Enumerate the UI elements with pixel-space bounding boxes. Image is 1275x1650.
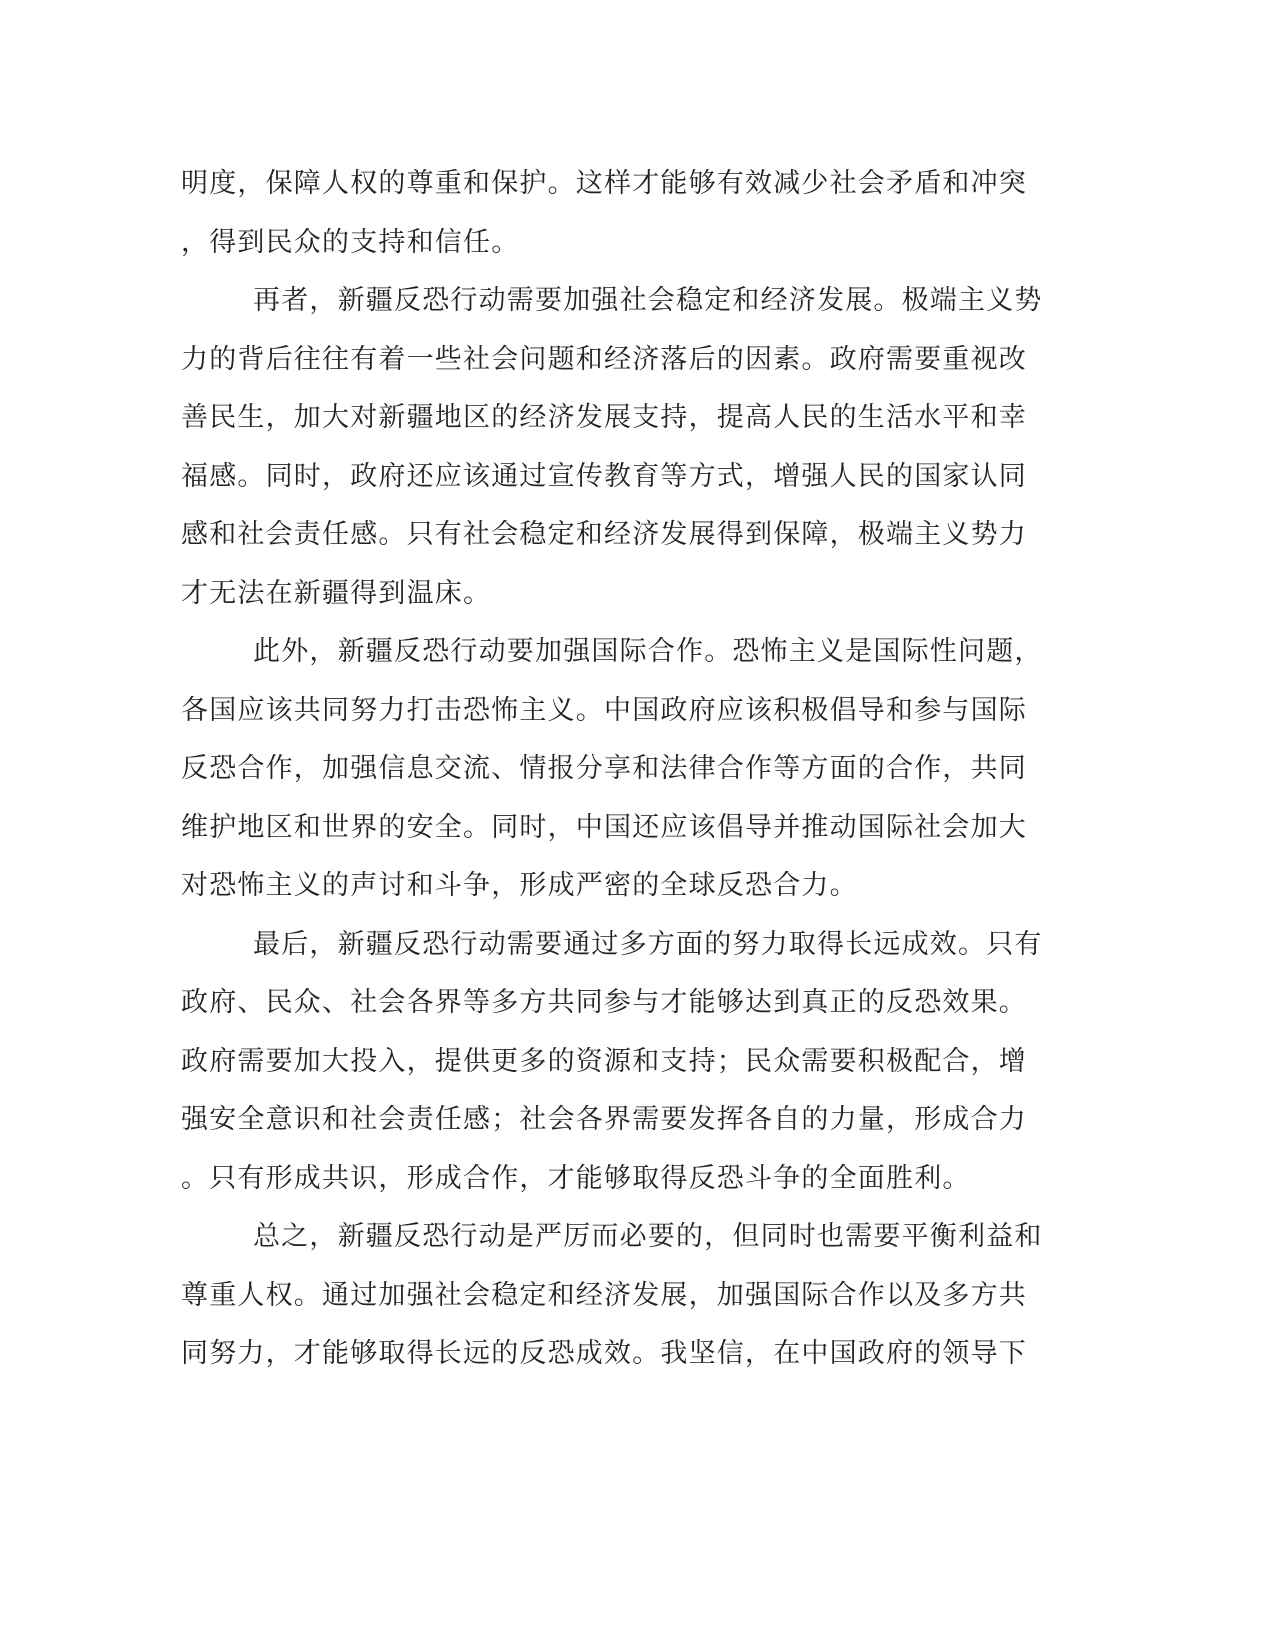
- body-text: [181, 155, 1041, 1384]
- text-line: ，得到民众的支持和信任。: [181, 226, 520, 258]
- text-line: 才无法在新疆得到温床。: [181, 577, 492, 609]
- text-line: 尊重人权。通过加强社会稳定和经济发展，加强国际合作以及多方共: [181, 1279, 1027, 1311]
- text-line: 维护地区和世界的安全。同时，中国还应该倡导并推动国际社会加大: [181, 811, 1027, 843]
- text-line: 善民生，加大对新疆地区的经济发展支持，提高人民的生活水平和幸: [181, 402, 1027, 433]
- text-line: 强安全意识和社会责任感；社会各界需要发挥各自的力量，形成合力: [181, 1104, 1027, 1135]
- paragraph-first-line: 再者，新疆反恐行动需要加强社会稳定和经济发展。极端主义势: [253, 285, 1043, 316]
- text-line: 福感。同时，政府还应该通过宣传教育等方式，增强人民的国家认同: [181, 460, 1027, 492]
- paragraph-first-line: 此外，新疆反恐行动要加强国际合作。恐怖主义是国际性问题，: [253, 636, 1043, 667]
- text-line: 政府需要加大投入，提供更多的资源和支持；民众需要积极配合，增: [181, 1045, 1027, 1077]
- text-line: 同努力，才能够取得长远的反恐成效。我坚信，在中国政府的领导下: [181, 1338, 1027, 1369]
- paragraph-first-line: 最后，新疆反恐行动需要通过多方面的努力取得长远成效。只有: [253, 928, 1043, 960]
- text-line: 。只有形成共识，形成合作，才能够取得反恐斗争的全面胜利。: [181, 1162, 971, 1194]
- text-line: 对恐怖主义的声讨和斗争，形成严密的全球反恐合力。: [181, 870, 858, 901]
- text-line: 明度，保障人权的尊重和保护。这样才能够有效减少社会矛盾和冲突: [181, 168, 1027, 199]
- text-line: 反恐合作，加强信息交流、情报分享和法律合作等方面的合作，共同: [181, 753, 1027, 784]
- text-line: 力的背后往往有着一些社会问题和经济落后的因素。政府需要重视改: [181, 343, 1027, 375]
- text-line: 感和社会责任感。只有社会稳定和经济发展得到保障，极端主义势力: [181, 519, 1027, 550]
- text-line: 政府、民众、社会各界等多方共同参与才能够达到真正的反恐效果。: [181, 987, 1027, 1018]
- text-line: 各国应该共同努力打击恐怖主义。中国政府应该积极倡导和参与国际: [181, 694, 1027, 726]
- paragraph-first-line: 总之，新疆反恐行动是严厉而必要的，但同时也需要平衡利益和: [253, 1221, 1043, 1252]
